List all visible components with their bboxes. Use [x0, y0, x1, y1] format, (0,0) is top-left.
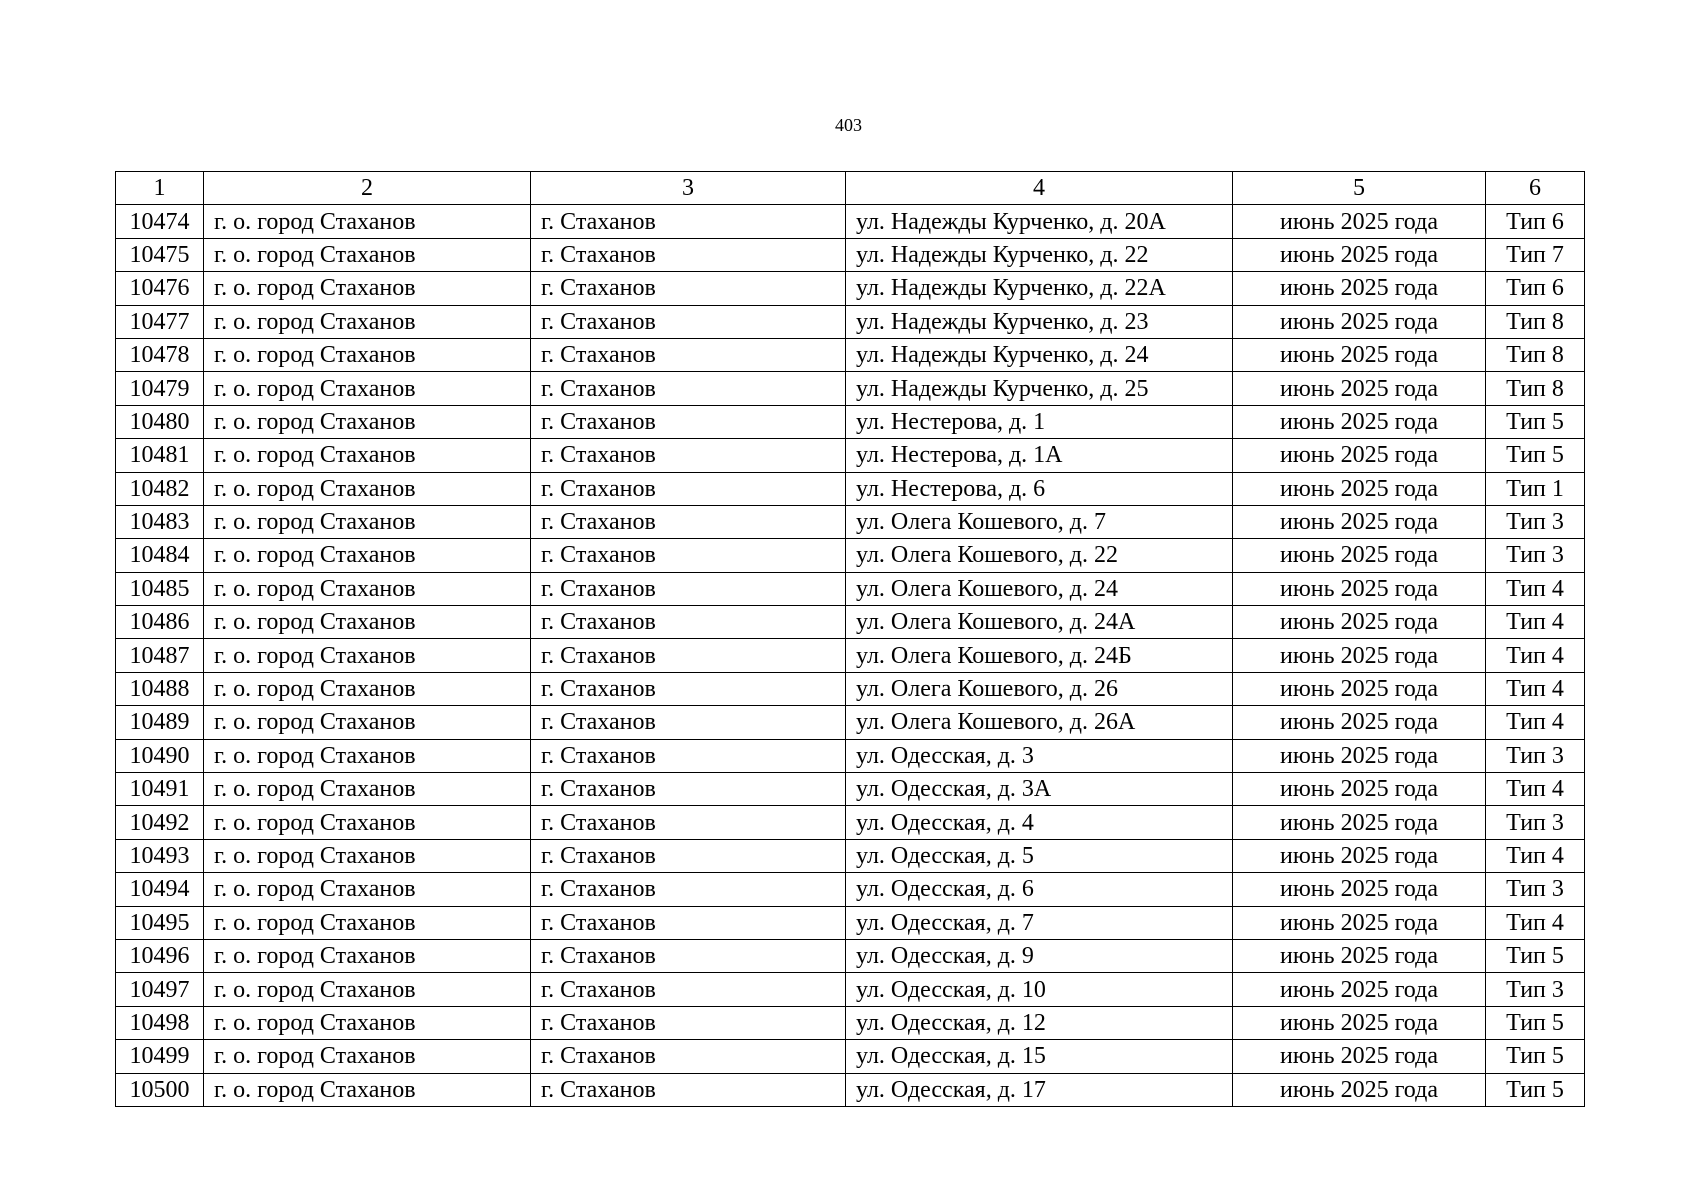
cell-district: г. о. город Стаханов: [204, 939, 531, 972]
cell-district: г. о. город Стаханов: [204, 338, 531, 371]
cell-date: июнь 2025 года: [1233, 873, 1486, 906]
cell-date: июнь 2025 года: [1233, 472, 1486, 505]
cell-district: г. о. город Стаханов: [204, 572, 531, 605]
cell-city: г. Стаханов: [531, 572, 846, 605]
cell-number: 10479: [116, 372, 204, 405]
cell-number: 10482: [116, 472, 204, 505]
cell-number: 10498: [116, 1006, 204, 1039]
column-header: 5: [1233, 172, 1486, 205]
cell-address: ул. Одесская, д. 6: [846, 873, 1233, 906]
cell-address: ул. Олега Кошевого, д. 26: [846, 672, 1233, 705]
cell-number: 10474: [116, 205, 204, 238]
cell-type: Тип 3: [1486, 505, 1585, 538]
cell-address: ул. Надежды Курченко, д. 24: [846, 338, 1233, 371]
cell-address: ул. Олега Кошевого, д. 24: [846, 572, 1233, 605]
column-header: 2: [204, 172, 531, 205]
cell-type: Тип 5: [1486, 939, 1585, 972]
cell-number: 10496: [116, 939, 204, 972]
cell-type: Тип 3: [1486, 806, 1585, 839]
cell-type: Тип 6: [1486, 205, 1585, 238]
table-row: [116, 839, 1585, 872]
table-row: [116, 572, 1585, 605]
table-row: [116, 272, 1585, 305]
cell-district: г. о. город Стаханов: [204, 906, 531, 939]
cell-district: г. о. город Стаханов: [204, 706, 531, 739]
cell-type: Тип 4: [1486, 906, 1585, 939]
cell-date: июнь 2025 года: [1233, 338, 1486, 371]
cell-address: ул. Одесская, д. 7: [846, 906, 1233, 939]
cell-district: г. о. город Стаханов: [204, 372, 531, 405]
cell-number: 10477: [116, 305, 204, 338]
cell-address: ул. Нестерова, д. 1: [846, 405, 1233, 438]
cell-district: г. о. город Стаханов: [204, 539, 531, 572]
column-header: 1: [116, 172, 204, 205]
cell-address: ул. Надежды Курченко, д. 20А: [846, 205, 1233, 238]
cell-district: г. о. город Стаханов: [204, 672, 531, 705]
cell-date: июнь 2025 года: [1233, 973, 1486, 1006]
cell-district: г. о. город Стаханов: [204, 272, 531, 305]
cell-type: Тип 5: [1486, 405, 1585, 438]
table-row: [116, 539, 1585, 572]
cell-date: июнь 2025 года: [1233, 606, 1486, 639]
cell-address: ул. Одесская, д. 3А: [846, 773, 1233, 806]
cell-type: Тип 4: [1486, 639, 1585, 672]
cell-district: г. о. город Стаханов: [204, 305, 531, 338]
table-row: [116, 773, 1585, 806]
cell-address: ул. Одесская, д. 15: [846, 1040, 1233, 1073]
cell-city: г. Стаханов: [531, 372, 846, 405]
cell-city: г. Стаханов: [531, 672, 846, 705]
cell-district: г. о. город Стаханов: [204, 1006, 531, 1039]
cell-type: Тип 3: [1486, 873, 1585, 906]
cell-number: 10483: [116, 505, 204, 538]
cell-address: ул. Нестерова, д. 6: [846, 472, 1233, 505]
cell-date: июнь 2025 года: [1233, 572, 1486, 605]
cell-address: ул. Одесская, д. 5: [846, 839, 1233, 872]
cell-address: ул. Надежды Курченко, д. 22А: [846, 272, 1233, 305]
cell-date: июнь 2025 года: [1233, 806, 1486, 839]
cell-address: ул. Одесская, д. 17: [846, 1073, 1233, 1106]
cell-type: Тип 4: [1486, 706, 1585, 739]
cell-number: 10487: [116, 639, 204, 672]
cell-number: 10485: [116, 572, 204, 605]
data-table: [115, 171, 1585, 1107]
table-row: [116, 672, 1585, 705]
cell-date: июнь 2025 года: [1233, 1073, 1486, 1106]
cell-number: 10480: [116, 405, 204, 438]
cell-type: Тип 5: [1486, 1073, 1585, 1106]
cell-city: г. Стаханов: [531, 238, 846, 271]
cell-date: июнь 2025 года: [1233, 205, 1486, 238]
cell-address: ул. Надежды Курченко, д. 22: [846, 238, 1233, 271]
cell-number: 10494: [116, 873, 204, 906]
table-row: [116, 1006, 1585, 1039]
cell-city: г. Стаханов: [531, 873, 846, 906]
cell-address: ул. Олега Кошевого, д. 22: [846, 539, 1233, 572]
cell-number: 10497: [116, 973, 204, 1006]
cell-type: Тип 4: [1486, 606, 1585, 639]
cell-address: ул. Одесская, д. 3: [846, 739, 1233, 772]
cell-district: г. о. город Стаханов: [204, 205, 531, 238]
page-number: 403: [835, 115, 862, 135]
cell-number: 10478: [116, 338, 204, 371]
cell-date: июнь 2025 года: [1233, 439, 1486, 472]
cell-date: июнь 2025 года: [1233, 672, 1486, 705]
cell-district: г. о. город Стаханов: [204, 739, 531, 772]
cell-district: г. о. город Стаханов: [204, 238, 531, 271]
cell-number: 10495: [116, 906, 204, 939]
cell-date: июнь 2025 года: [1233, 539, 1486, 572]
table-row: [116, 439, 1585, 472]
cell-city: г. Стаханов: [531, 405, 846, 438]
cell-number: 10484: [116, 539, 204, 572]
cell-address: ул. Нестерова, д. 1А: [846, 439, 1233, 472]
table-row: [116, 305, 1585, 338]
cell-date: июнь 2025 года: [1233, 405, 1486, 438]
cell-number: 10481: [116, 439, 204, 472]
cell-district: г. о. город Стаханов: [204, 1073, 531, 1106]
cell-date: июнь 2025 года: [1233, 238, 1486, 271]
cell-city: г. Стаханов: [531, 272, 846, 305]
cell-address: ул. Одесская, д. 9: [846, 939, 1233, 972]
table-row: [116, 706, 1585, 739]
table-row: [116, 405, 1585, 438]
cell-city: г. Стаханов: [531, 706, 846, 739]
cell-number: 10476: [116, 272, 204, 305]
cell-district: г. о. город Стаханов: [204, 606, 531, 639]
column-header: 6: [1486, 172, 1585, 205]
cell-address: ул. Олега Кошевого, д. 26А: [846, 706, 1233, 739]
table-row: [116, 205, 1585, 238]
cell-address: ул. Олега Кошевого, д. 24А: [846, 606, 1233, 639]
cell-address: ул. Одесская, д. 10: [846, 973, 1233, 1006]
cell-date: июнь 2025 года: [1233, 305, 1486, 338]
cell-city: г. Стаханов: [531, 739, 846, 772]
table-row: [116, 873, 1585, 906]
cell-type: Тип 5: [1486, 1040, 1585, 1073]
cell-number: 10490: [116, 739, 204, 772]
table-row: [116, 606, 1585, 639]
cell-district: г. о. город Стаханов: [204, 1040, 531, 1073]
cell-number: 10491: [116, 773, 204, 806]
cell-date: июнь 2025 года: [1233, 1006, 1486, 1039]
cell-date: июнь 2025 года: [1233, 372, 1486, 405]
cell-type: Тип 4: [1486, 773, 1585, 806]
cell-city: г. Стаханов: [531, 1073, 846, 1106]
cell-date: июнь 2025 года: [1233, 272, 1486, 305]
cell-city: г. Стаханов: [531, 973, 846, 1006]
cell-number: 10475: [116, 238, 204, 271]
cell-city: г. Стаханов: [531, 606, 846, 639]
cell-number: 10486: [116, 606, 204, 639]
cell-district: г. о. город Стаханов: [204, 873, 531, 906]
cell-number: 10488: [116, 672, 204, 705]
cell-type: Тип 8: [1486, 305, 1585, 338]
table-row: [116, 338, 1585, 371]
cell-type: Тип 4: [1486, 572, 1585, 605]
cell-city: г. Стаханов: [531, 439, 846, 472]
cell-type: Тип 8: [1486, 338, 1585, 371]
header-row: [116, 172, 1585, 205]
cell-type: Тип 3: [1486, 973, 1585, 1006]
cell-type: Тип 7: [1486, 238, 1585, 271]
cell-date: июнь 2025 года: [1233, 639, 1486, 672]
cell-city: г. Стаханов: [531, 1006, 846, 1039]
cell-district: г. о. город Стаханов: [204, 472, 531, 505]
cell-address: ул. Одесская, д. 4: [846, 806, 1233, 839]
cell-district: г. о. город Стаханов: [204, 973, 531, 1006]
cell-type: Тип 3: [1486, 739, 1585, 772]
cell-type: Тип 1: [1486, 472, 1585, 505]
cell-city: г. Стаханов: [531, 773, 846, 806]
cell-number: 10492: [116, 806, 204, 839]
cell-date: июнь 2025 года: [1233, 906, 1486, 939]
cell-city: г. Стаханов: [531, 205, 846, 238]
cell-type: Тип 5: [1486, 439, 1585, 472]
cell-address: ул. Надежды Курченко, д. 23: [846, 305, 1233, 338]
table-row: [116, 906, 1585, 939]
cell-number: 10500: [116, 1073, 204, 1106]
table-row: [116, 472, 1585, 505]
table-row: [116, 1073, 1585, 1106]
cell-type: Тип 8: [1486, 372, 1585, 405]
cell-district: г. о. город Стаханов: [204, 405, 531, 438]
table-row: [116, 639, 1585, 672]
cell-type: Тип 4: [1486, 839, 1585, 872]
cell-date: июнь 2025 года: [1233, 773, 1486, 806]
cell-type: Тип 6: [1486, 272, 1585, 305]
cell-city: г. Стаханов: [531, 806, 846, 839]
cell-district: г. о. город Стаханов: [204, 505, 531, 538]
cell-date: июнь 2025 года: [1233, 505, 1486, 538]
table-row: [116, 973, 1585, 1006]
cell-address: ул. Олега Кошевого, д. 7: [846, 505, 1233, 538]
cell-date: июнь 2025 года: [1233, 939, 1486, 972]
column-header: 4: [846, 172, 1233, 205]
table-row: [116, 505, 1585, 538]
cell-city: г. Стаханов: [531, 338, 846, 371]
cell-city: г. Стаханов: [531, 1040, 846, 1073]
cell-city: г. Стаханов: [531, 305, 846, 338]
cell-city: г. Стаханов: [531, 539, 846, 572]
cell-date: июнь 2025 года: [1233, 1040, 1486, 1073]
cell-number: 10493: [116, 839, 204, 872]
cell-date: июнь 2025 года: [1233, 839, 1486, 872]
cell-type: Тип 4: [1486, 672, 1585, 705]
table-row: [116, 739, 1585, 772]
cell-district: г. о. город Стаханов: [204, 773, 531, 806]
table-row: [116, 939, 1585, 972]
cell-city: г. Стаханов: [531, 906, 846, 939]
cell-number: 10489: [116, 706, 204, 739]
column-header: 3: [531, 172, 846, 205]
cell-city: г. Стаханов: [531, 639, 846, 672]
cell-address: ул. Надежды Курченко, д. 25: [846, 372, 1233, 405]
cell-city: г. Стаханов: [531, 505, 846, 538]
cell-number: 10499: [116, 1040, 204, 1073]
cell-date: июнь 2025 года: [1233, 739, 1486, 772]
cell-date: июнь 2025 года: [1233, 706, 1486, 739]
cell-type: Тип 3: [1486, 539, 1585, 572]
cell-city: г. Стаханов: [531, 472, 846, 505]
cell-type: Тип 5: [1486, 1006, 1585, 1039]
cell-city: г. Стаханов: [531, 939, 846, 972]
cell-address: ул. Одесская, д. 12: [846, 1006, 1233, 1039]
table-row: [116, 238, 1585, 271]
table-row: [116, 806, 1585, 839]
table-row: [116, 1040, 1585, 1073]
cell-district: г. о. город Стаханов: [204, 439, 531, 472]
cell-district: г. о. город Стаханов: [204, 839, 531, 872]
table-row: [116, 372, 1585, 405]
cell-district: г. о. город Стаханов: [204, 806, 531, 839]
cell-district: г. о. город Стаханов: [204, 639, 531, 672]
cell-city: г. Стаханов: [531, 839, 846, 872]
cell-address: ул. Олега Кошевого, д. 24Б: [846, 639, 1233, 672]
